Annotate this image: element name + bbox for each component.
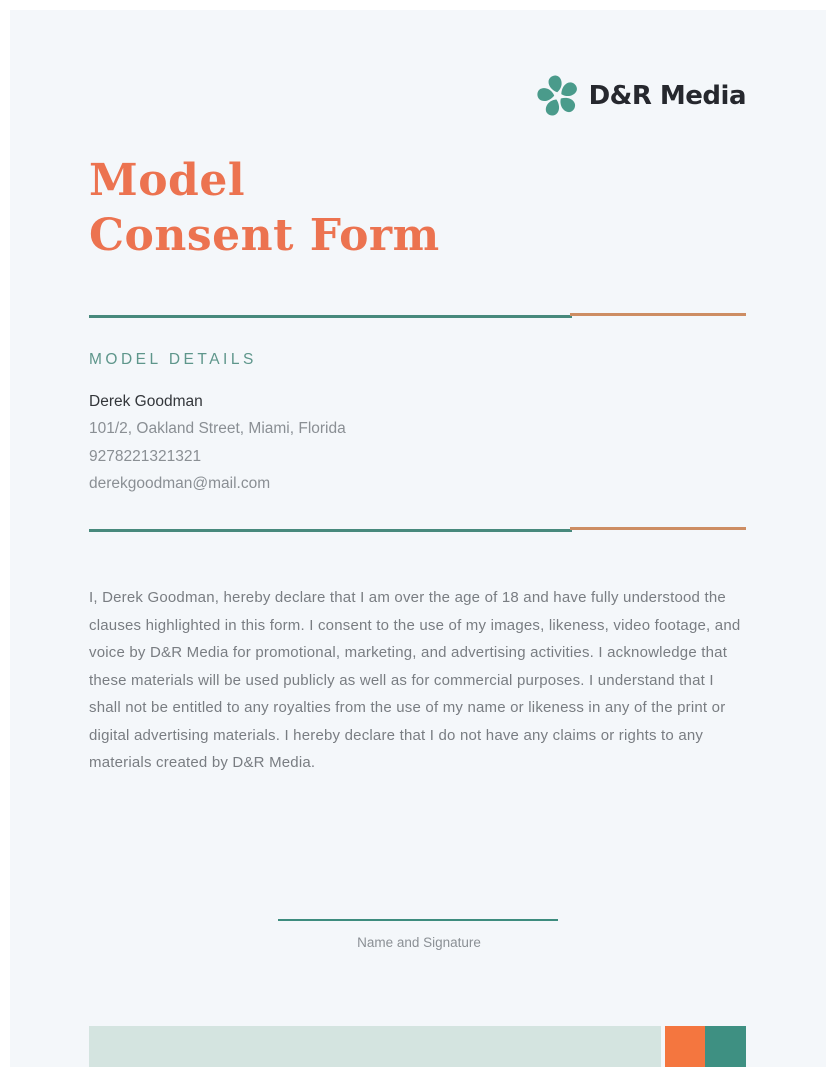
flower-burst-icon: [536, 74, 580, 118]
model-address: 101/2, Oakland Street, Miami, Florida: [89, 420, 346, 437]
divider-teal-segment: [89, 529, 572, 532]
model-phone: 9278221321321: [89, 448, 202, 465]
footer-orange-block: [665, 1026, 705, 1067]
page-title: [89, 153, 440, 263]
declaration-text: I, Derek Goodman, hereby declare that I am over the age of 18 and have fully understood the clauses highlighted in this form. I consent to the use of my images, likeness, video footage, and voice by D&R Media for promotional, marketing, and advertising activities. I acknowledge that these materials will be used publicly as well as for commercial purposes. I understand that I shall not be entitled to any royalties from the use of my name or likeness in any of the print or digital advertising materials. I hereby declare that I do not have any claims or rights to any materials created by D&R Media.: [89, 589, 741, 771]
model-email: derekgoodman@mail.com: [89, 475, 271, 492]
divider-orange-segment: [570, 313, 746, 316]
footer-pale-block: [89, 1026, 661, 1067]
brand-logo: [536, 74, 746, 118]
signature-label-wrap: [89, 934, 749, 952]
page-title-line-1: Model: [89, 155, 246, 206]
footer-teal-block: [705, 1026, 746, 1067]
divider-teal-segment: [89, 315, 572, 318]
page-title-line-2: Consent Form: [89, 210, 440, 261]
brand-name: D&R Media: [588, 81, 746, 111]
section-heading-model-details: MODEL DETAILS: [89, 351, 257, 368]
model-name: Derek Goodman: [89, 393, 203, 410]
consent-form-page: [10, 10, 826, 1067]
divider-orange-segment: [570, 527, 746, 530]
signature-label: Name and Signature: [357, 935, 481, 950]
signature-line: [278, 919, 558, 921]
